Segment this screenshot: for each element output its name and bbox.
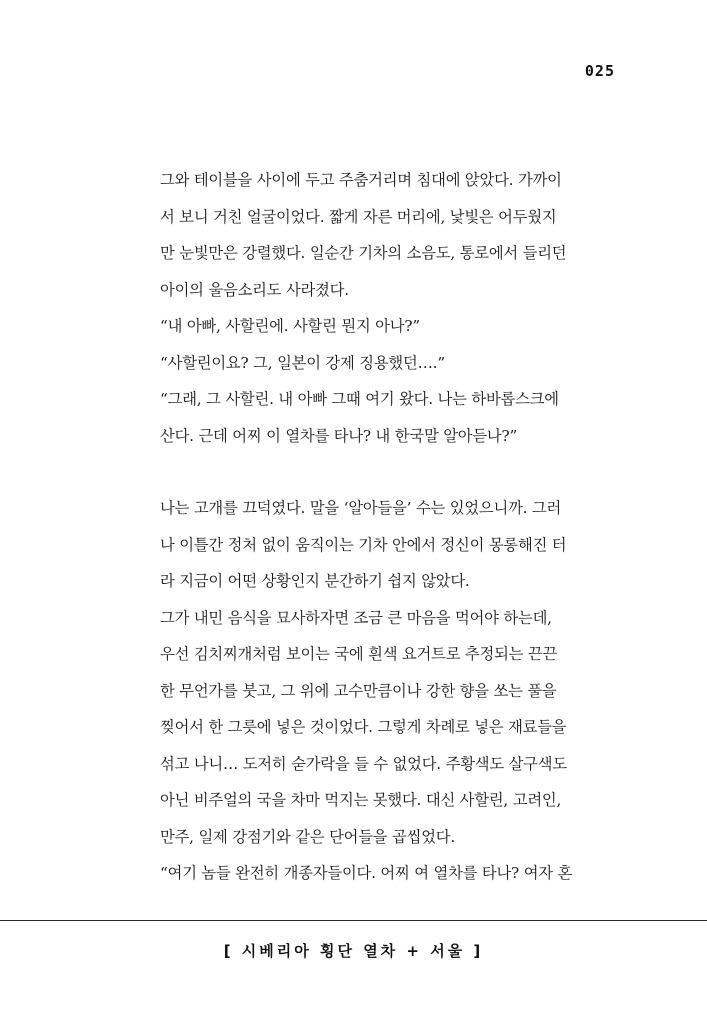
text-line: 찢어서 한 그릇에 넣은 것이었다. 그렇게 차례로 넣은 재료들을 (160, 718, 567, 736)
paragraph-break (160, 454, 620, 490)
paragraph-2 (160, 490, 620, 892)
body-text (160, 162, 620, 892)
text-line: 만 눈빛만은 강렬했다. 일순간 기차의 소음도, 통로에서 들리던 (160, 244, 567, 262)
text-line: 라 지금이 어떤 상황인지 분간하기 쉽지 않았다. (160, 572, 470, 590)
text-line: 만주, 일제 강점기와 같은 단어들을 곱씹었다. (160, 827, 456, 846)
dialogue-line: 산다. 근데 어찌 이 열차를 타나? 내 한국말 알아듣나?” (160, 426, 518, 445)
dialogue-line: “사할린이요? 그, 일본이 강제 징용했던….” (160, 353, 445, 372)
dialogue-line: “여기 놈들 완전히 개종자들이다. 어찌 여 열차를 타나? 여자 혼 (160, 864, 573, 882)
footer-divider (0, 920, 707, 921)
text-line: 그가 내민 음식을 묘사하자면 조금 큰 마음을 먹어야 하는데, (160, 608, 552, 627)
dialogue-line: “그래, 그 사할린. 내 아빠 그때 여기 왔다. 나는 하바롭스크에 (160, 390, 559, 408)
text-line: 아이의 울음소리도 사라졌다. (160, 280, 349, 299)
paragraph-1 (160, 162, 620, 454)
text-line: 나 이틀간 정처 없이 움직이는 기차 안에서 정신이 몽롱해진 터 (160, 535, 567, 554)
text-line: 아닌 비주얼의 국을 차마 먹지는 못했다. 대신 사할린, 고려인, (160, 791, 562, 809)
text-line: 서 보니 거친 얼굴이었다. 짧게 자른 머리에, 낯빛은 어두웠지 (160, 207, 557, 226)
page-number: 025 (584, 62, 615, 80)
text-line: 우선 김치찌개처럼 보이는 국에 흰색 요거트로 추정되는 끈끈 (160, 645, 558, 663)
dialogue-line: “내 아빠, 사할린에. 사할린 뭔지 아나?” (160, 317, 420, 335)
text-line: 한 무언가를 붓고, 그 위에 고수만큼이나 강한 향을 쏘는 풀을 (160, 681, 557, 700)
text-line: 그와 테이블을 사이에 두고 주춤거리며 침대에 앉았다. 가까이 (160, 171, 562, 189)
running-footer-title: [ 시베리아 횡단 열차 + 서울 ] (223, 942, 484, 960)
text-line: 나는 고개를 끄덕였다. 말을 ‘알아들을’ 수는 있었으니까. 그러 (160, 499, 562, 517)
text-line: 섞고 나니… 도저히 숟가락을 들 수 없었다. 주황색도 살구색도 (160, 754, 567, 773)
